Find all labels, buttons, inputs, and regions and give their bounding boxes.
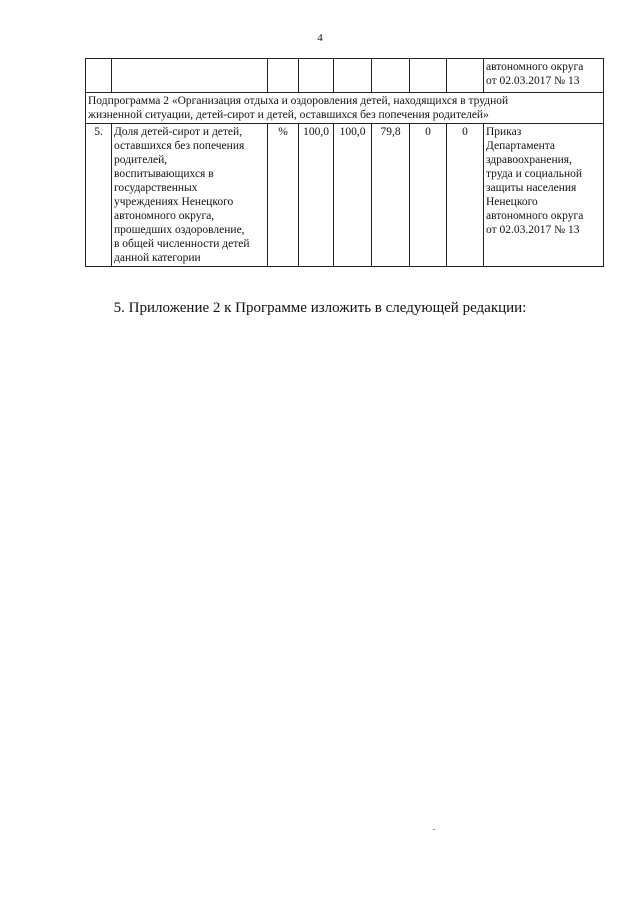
document-line: труда и социальной [486,168,583,180]
document-line: Ненецкого [486,196,538,208]
indicator-line: учреждениях Ненецкого [114,196,234,208]
cell-value-2 [334,59,372,93]
cell-name [112,59,268,93]
document-line: автономного округа [486,61,584,73]
document-line: от 02.03.2017 № 13 [486,224,580,236]
document-cell [484,124,604,267]
cell-value-4 [410,59,447,93]
indicator-line: родителей, [114,154,168,166]
table-row-5 [86,124,604,267]
indicator-line: воспитывающихся в [114,168,214,180]
indicator-line: данной категории [114,252,201,264]
subprogram-row [86,93,604,124]
indicator-line: оставшихся без попечения [114,140,245,152]
unit-cell: % [268,124,299,267]
indicator-line: автономного округа, [114,210,215,222]
cell-document [484,59,604,93]
amendment-paragraph: 5. Приложение 2 к Программе изложить в следующей редакции: [113,300,527,316]
value-cell-5: 0 [447,124,484,267]
document-line: защиты населения [486,182,577,194]
cell-value-1 [299,59,334,93]
subprogram-title [86,93,604,124]
document-line: здравоохранения, [486,154,572,166]
table-row-continued [86,59,604,93]
subprogram-line: жизненной ситуации, детей-сирот и детей, оставшихся без попечения родителей» [88,109,489,121]
indicator-line: Доля детей-сирот и детей, [114,126,243,138]
document-line: автономного округа [486,210,584,222]
cell-value-5 [447,59,484,93]
value-cell-2: 100,0 [334,124,372,267]
document-line: от 02.03.2017 № 13 [486,75,580,87]
indicators-table [85,58,604,267]
row-number: 5. [86,124,112,267]
page-number: 4 [317,32,323,44]
value-cell-3: 79,8 [372,124,410,267]
cell-value-3 [372,59,410,93]
document-line: Приказ [486,126,522,138]
cell-unit [268,59,299,93]
document-line: Департамента [486,140,556,152]
indicator-line: государственных [114,182,198,194]
indicator-line: в общей численности детей [114,238,250,250]
subprogram-line: Подпрограмма 2 «Организация отдыха и оздоровления детей, находящихся в трудной [88,95,509,107]
value-cell-1: 100,0 [299,124,334,267]
value-cell-4: 0 [410,124,447,267]
indicator-name [112,124,268,267]
cell-num [86,59,112,93]
scan-speck [433,829,435,830]
indicator-line: прошедших оздоровление, [114,224,245,236]
